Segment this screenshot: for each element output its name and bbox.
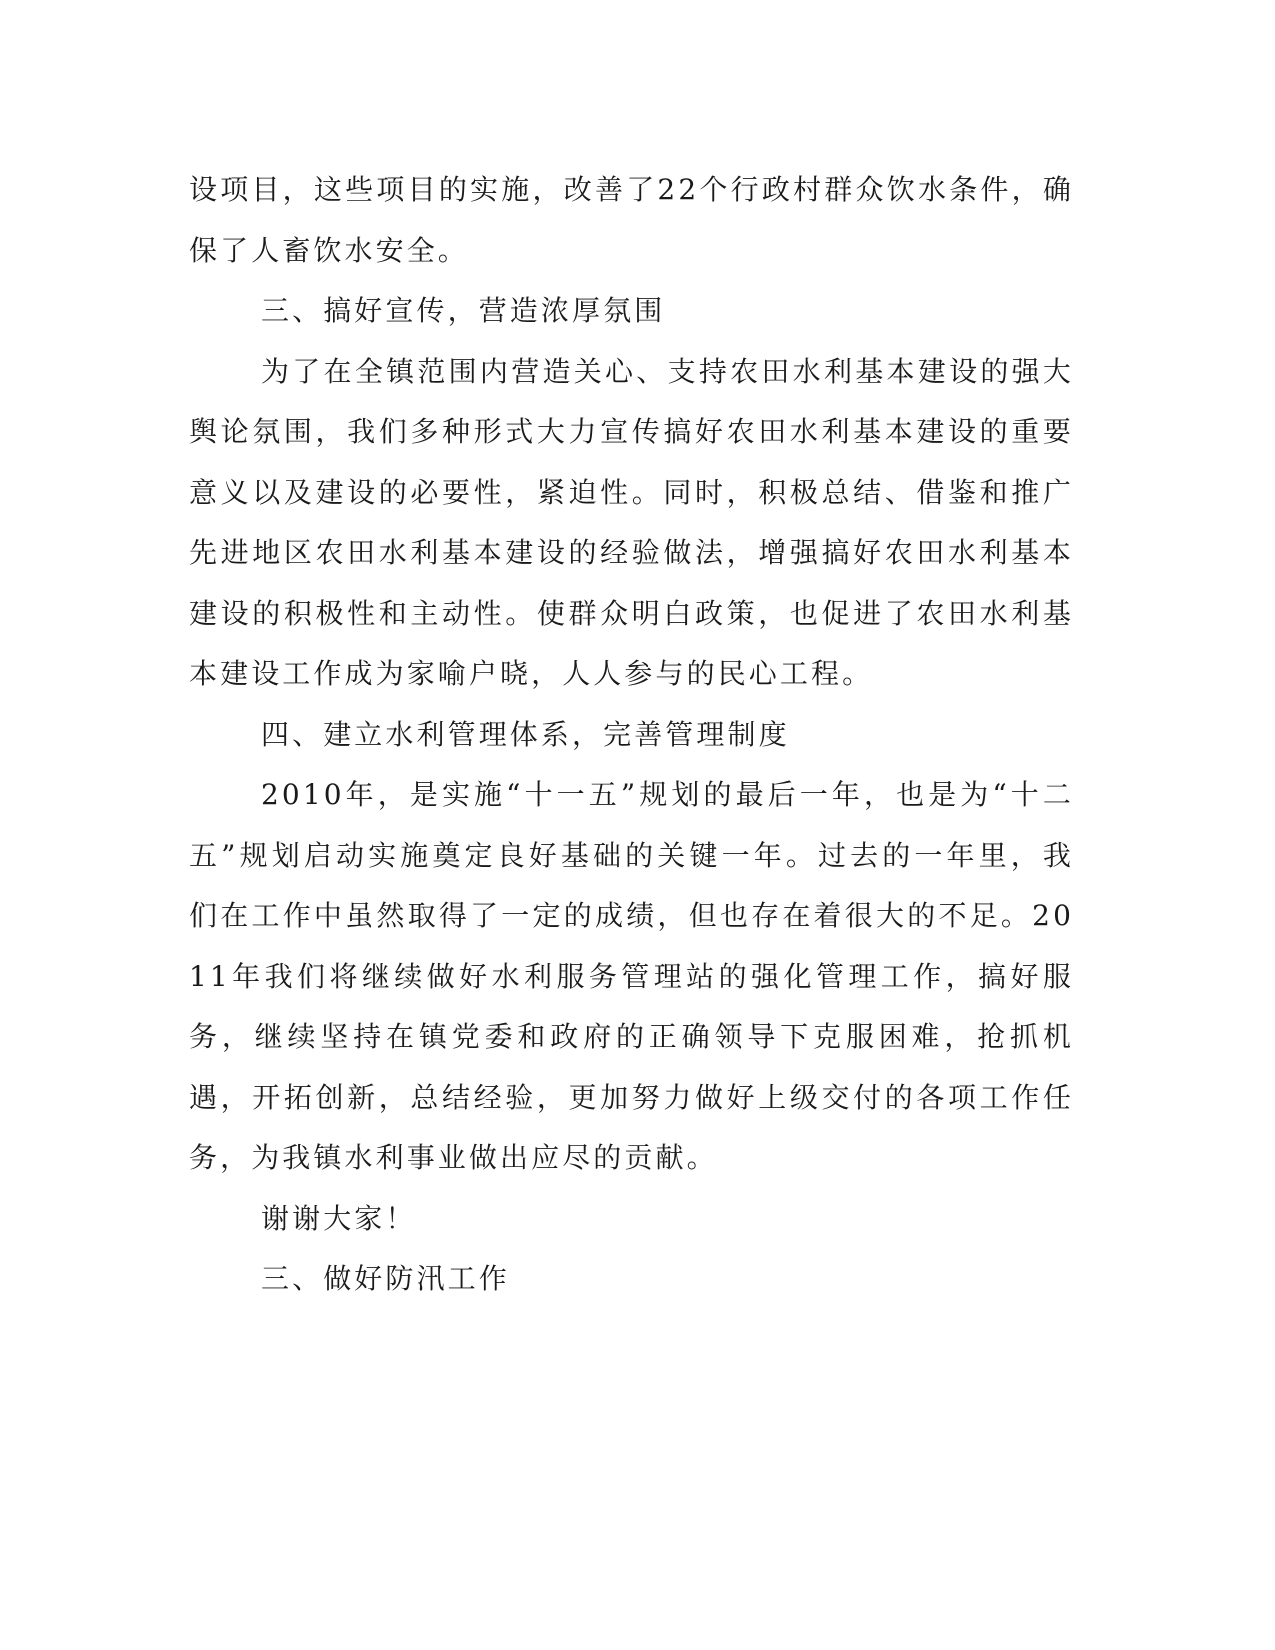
heading-flood-control: 三、做好防汛工作 (261, 1262, 510, 1295)
paragraph-publicity: 为了在全镇范围内营造关心、支持农田水利基本建设的强大舆论氛围，我们多种形式大力宣传搞好农田水利基本建设的重要意义以及建设的必要性，紧迫性。同时，积极总结、借鉴和推广先进地区农田水利基本建设的经验做法，增强搞好农田水利基本建设的积极性和主动性。使群众明白政策，也促进了农田水利基本建设工作成为家喻户晓，人人参与的民心工程。 (189, 354, 1074, 690)
closing-thanks: 谢谢大家！ (261, 1201, 417, 1235)
paragraph-management-system: 2010年，是实施“十一五”规划的最后一年，也是为“十二五”规划启动实施奠定良好基础的关键一年。过去的一年里，我们在工作中虽然取得了一定的成绩，但也存在着很大的不足。2011年我们将继续做好水利服务管理站的强化管理工作，搞好服务，继续坚持在镇党委和政府的正确领导下克服困难，抢抓机遇，开拓创新，总结经验，更加努力做好上级交付的各项工作任务，为我镇水利事业做出应尽的贡献。 (189, 778, 1074, 1174)
document-body (189, 160, 1074, 1310)
heading-publicity: 三、搞好宣传，营造浓厚氛围 (261, 294, 666, 327)
paragraph-continued-water-projects: 设项目，这些项目的实施，改善了22个行政村群众饮水条件，确保了人畜饮水安全。 (189, 173, 1074, 267)
heading-management-system: 四、建立水利管理体系，完善管理制度 (261, 717, 790, 751)
